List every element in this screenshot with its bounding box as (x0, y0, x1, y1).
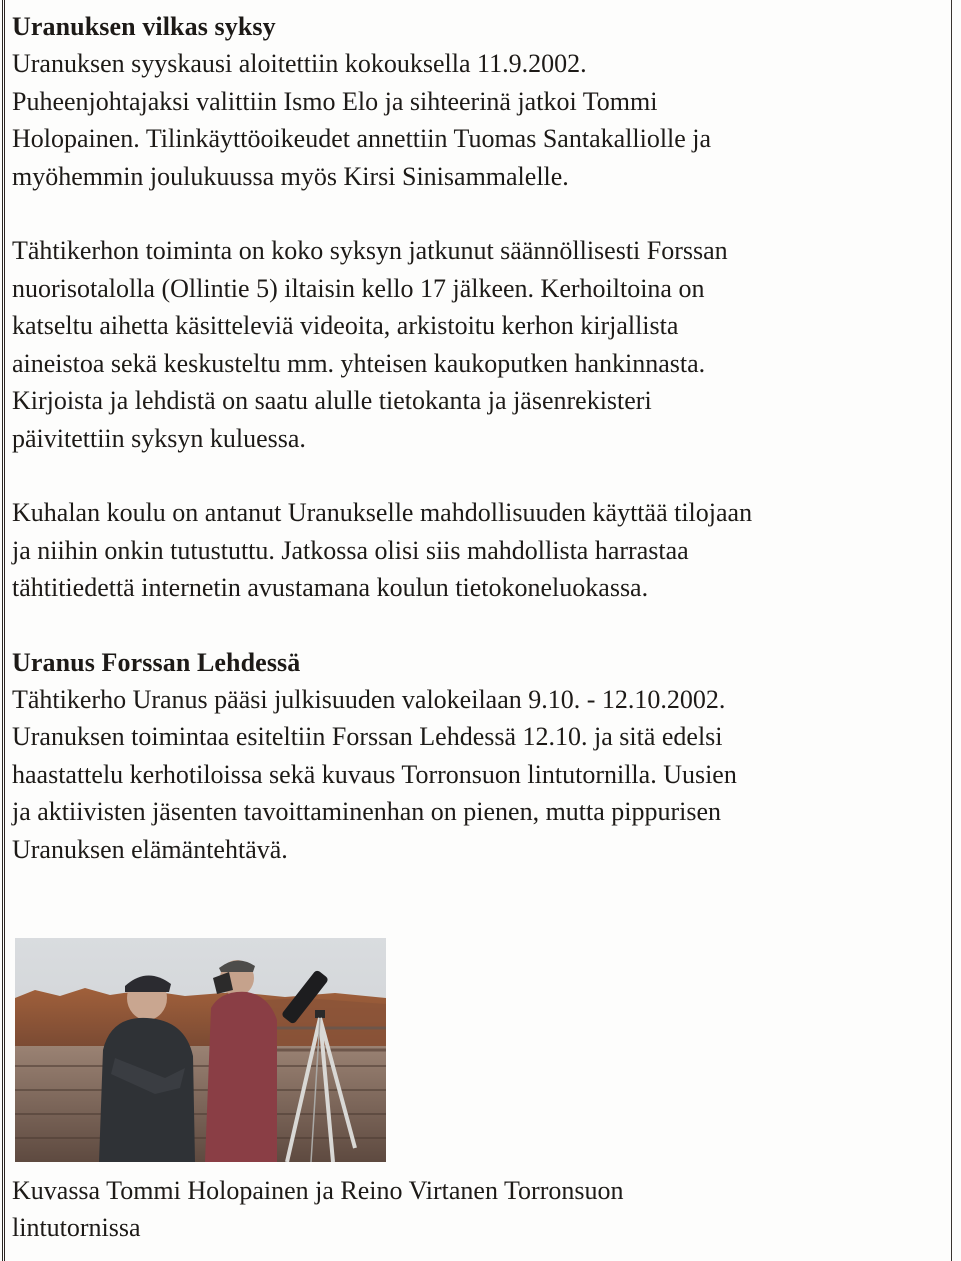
paragraph-meeting: Uranuksen syyskausi aloitettiin kokouksella 11.9.2002. Puheenjohtajaksi valittiin Ismo Elo ja sihteerinä jatkoi Tommi Holopainen. Tilinkäyttöoikeudet annettiin Tuomas Santakalliolle ja myöhemmin joulukuussa myös Kirsi Sinisammalelle. (12, 49, 712, 191)
paragraph-school: Kuhalan koulu on antanut Uranukselle mahdollisuuden käyttää tilojaan ja niihin onkin tutustuttu. Jatkossa olisi siis mahdollista harrastaa tähtitiedettä internetin avustamana koulun tietokoneluokassa. (12, 498, 753, 602)
birdtower-photo (15, 938, 386, 1162)
paragraph-spacer (12, 607, 947, 644)
paragraph-spacer (12, 457, 947, 494)
section-heading-newspaper: Uranus Forssan Lehdessä (12, 647, 301, 677)
photo-illustration (15, 938, 386, 1162)
page-right-border (951, 0, 952, 1261)
paragraph-spacer (12, 195, 947, 232)
article-body (12, 8, 947, 868)
photo-caption: Kuvassa Tommi Holopainen ja Reino Virtanen Torronsuon lintutornissa (12, 1176, 624, 1242)
paragraph-activities: Tähtikerhon toiminta on koko syksyn jatkunut säännöllisesti Forssan nuorisotalolla (Ollintie 5) iltaisin kello 17 jälkeen. Kerhoiltoina on katseltu aihetta käsitteleviä videoita, arkistoitu kerhon kirjallista aineistoa sekä keskusteltu mm. yhteisen kaukoputken hankinnasta. Kirjoista ja lehdistä on saatu alulle tietokanta ja jäsenrekisteri päivitettiin syksyn kuluessa. (12, 236, 728, 453)
section-heading-autumn: Uranuksen vilkas syksy (12, 12, 276, 41)
page-left-border (2, 0, 5, 1261)
paragraph-newspaper: Tähtikerho Uranus pääsi julkisuuden valokeilaan 9.10. - 12.10.2002. Uranuksen toimintaa esiteltiin Forssan Lehdessä 12.10. ja sitä edelsi haastattelu kerhotiloissa sekä kuvaus Torronsuon lintutornilla. Uusien ja aktiivisten jäsenten tavoittaminenhan on pienen, mutta pippurisen Uranuksen elämäntehtävä. (12, 684, 737, 864)
